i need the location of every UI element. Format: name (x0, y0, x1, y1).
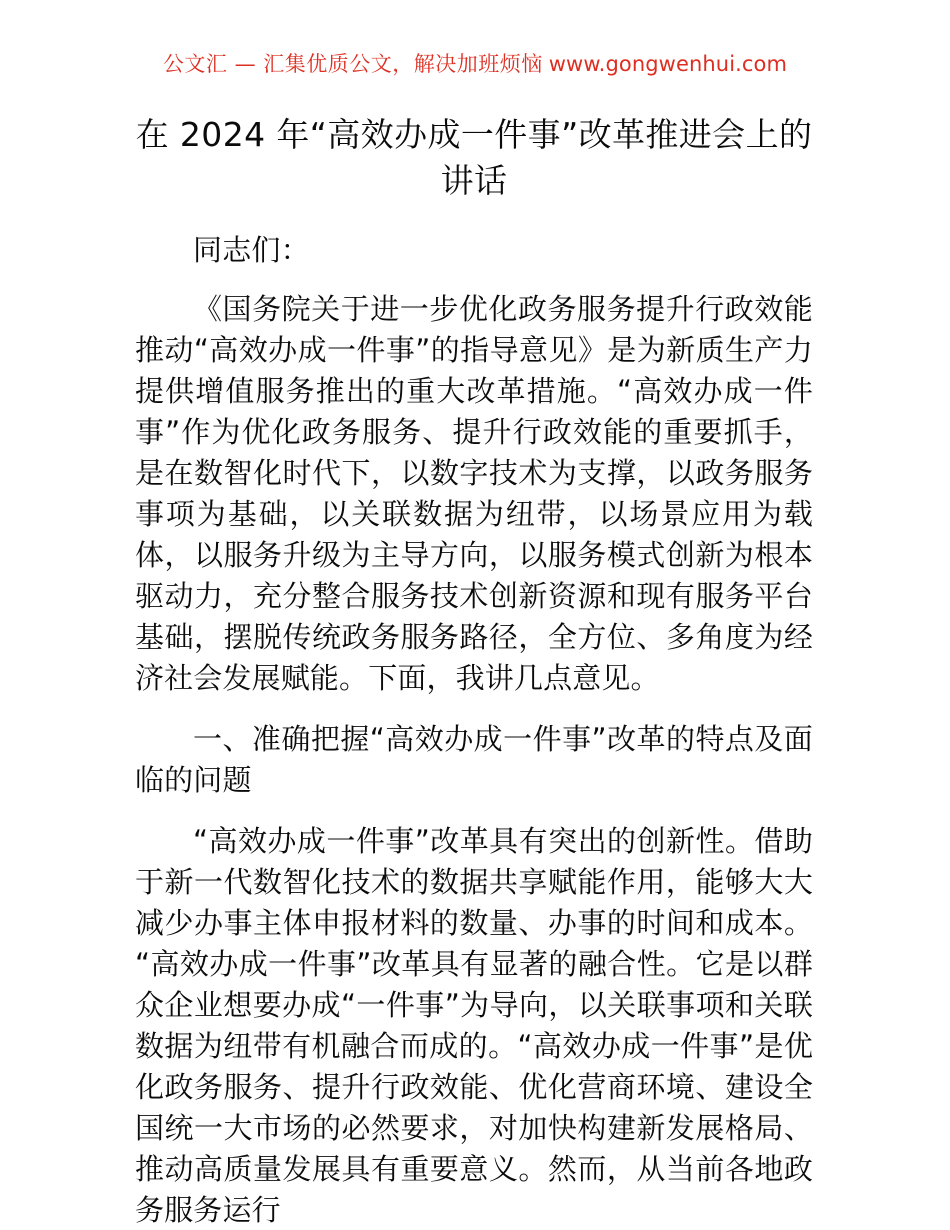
document-content (135, 112, 813, 1230)
document-title: 在 2024 年“高效办成一件事”改革推进会上的讲话 (135, 115, 813, 200)
salutation: 同志们： (193, 233, 310, 267)
section-heading-1: 一、准确把握“高效办成一件事”改革的特点及面临的问题 (135, 722, 813, 797)
site-watermark-header (0, 54, 950, 75)
paragraph-section-1-body-1: “高效办成一件事”改革具有突出的创新性。借助于新一代数智化技术的数据共享赋能作用，能够大大减少办事主体申报材料的数量、办事的时间和成本。“高效办成一件事”改革具有显著的融合性。它是以群众企业想要办成“一件事”为导向，以关联事项和关联数据为纽带有机融合而成的。“高效办成一件事”是优化政务服务、提升行政效能、优化营商环境、建设全国统一大市场的必然要求，对加快构建新发展格局、推动高质量发展具有重要意义。然而，从当前各地政务服务运行 (135, 824, 813, 1227)
watermark-brand-text: 公文汇 — 汇集优质公文，解决加班烦恼 (162, 52, 543, 76)
watermark-url-text: www.gongwenhui.com (548, 52, 788, 76)
paragraph-intro: 《国务院关于进一步优化政务服务提升行政效能推动“高效办成一件事”的指导意见》是为新质生产力提供增值服务推出的重大改革措施。“高效办成一件事”作为优化政务服务、提升行政效能的重要抓手，是在数智化时代下，以数字技术为支撑，以政务服务事项为基础，以关联数据为纽带，以场景应用为载体，以服务升级为主导方向，以服务模式创新为根本驱动力，充分整合服务技术创新资源和现有服务平台基础，摆脱传统政务服务路径，全方位、多角度为经济社会发展赋能。下面，我讲几点意见。 (135, 292, 813, 695)
